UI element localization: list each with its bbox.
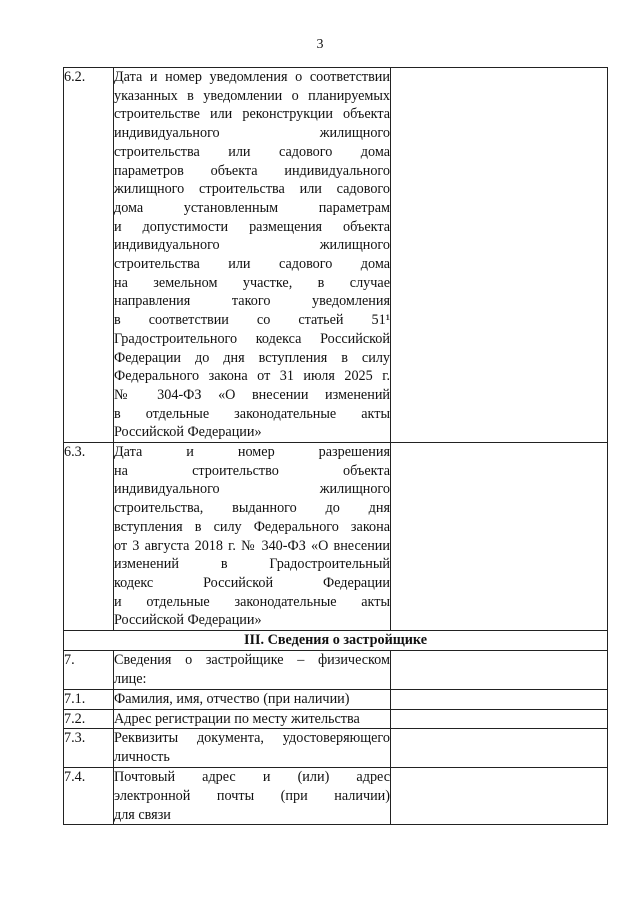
label-line: вступления в силу Федерального закона	[114, 518, 390, 535]
label-line: Дата и номер разрешения	[114, 444, 390, 461]
item-number: 7.	[64, 650, 114, 689]
item-value-cell[interactable]	[391, 689, 608, 709]
label-line: личность	[114, 748, 170, 765]
label-line: указанных в уведомлении о планируемых	[114, 87, 390, 104]
item-label	[114, 443, 391, 631]
item-value-cell[interactable]	[391, 443, 608, 631]
label-line: Реквизиты документа, удостоверяющего	[114, 730, 390, 747]
item-value-cell[interactable]	[391, 729, 608, 768]
label-line: Градостроительного кодекса Российской	[114, 330, 390, 347]
label-line: электронной почты (при наличии)	[114, 787, 390, 804]
label-line: Российской Федерации»	[114, 612, 262, 629]
label-line: Федерации до дня вступления в силу	[114, 349, 390, 366]
label-line: Российской Федерации»	[114, 424, 262, 441]
label-line: индивидуального жилищного	[114, 481, 390, 498]
item-label	[114, 709, 391, 729]
table-row	[64, 689, 608, 709]
item-value-cell[interactable]	[391, 68, 608, 443]
section-title: III. Сведения о застройщике	[64, 631, 608, 651]
item-number: 6.2.	[64, 68, 114, 443]
label-line: лице:	[114, 670, 147, 687]
item-number: 6.3.	[64, 443, 114, 631]
table-row	[64, 68, 608, 443]
label-line: дома установленным параметрам	[114, 199, 390, 216]
label-line: изменений в Градостроительный	[114, 556, 390, 573]
label-line: индивидуального жилищного	[114, 125, 390, 142]
label-line: Адрес регистрации по месту жительства	[114, 710, 360, 727]
item-value-cell[interactable]	[391, 709, 608, 729]
label-line: строительства или садового дома	[114, 143, 390, 160]
label-line: Почтовый адрес и (или) адрес	[114, 769, 390, 786]
table-row	[64, 650, 608, 689]
item-label	[114, 650, 391, 689]
label-line: и отдельные законодательные акты	[114, 593, 390, 610]
item-label	[114, 689, 391, 709]
label-line: на земельном участке, в случае	[114, 274, 390, 291]
label-line: в соответствии со статьей 51¹	[114, 312, 390, 329]
label-line: Федерального закона от 31 июля 2025 г.	[114, 368, 390, 385]
item-value-cell[interactable]	[391, 768, 608, 825]
item-label	[114, 729, 391, 768]
form-table	[63, 67, 608, 825]
label-line: и допустимости размещения объекта	[114, 218, 390, 235]
label-line: Фамилия, имя, отчество (при наличии)	[114, 690, 350, 707]
label-line: строительства или садового дома	[114, 256, 390, 273]
table-row	[64, 709, 608, 729]
label-line: индивидуального жилищного	[114, 237, 390, 254]
table-row	[64, 768, 608, 825]
label-line: для связи	[114, 806, 171, 823]
item-label	[114, 68, 391, 443]
label-line: жилищного строительства или садового	[114, 181, 390, 198]
section-row	[64, 631, 608, 651]
item-number: 7.3.	[64, 729, 114, 768]
table-row	[64, 443, 608, 631]
item-number: 7.2.	[64, 709, 114, 729]
label-line: Сведения о застройщике – физическом	[114, 651, 390, 668]
item-label	[114, 768, 391, 825]
label-line: в отдельные законодательные акты	[114, 405, 390, 422]
item-value-cell[interactable]	[391, 650, 608, 689]
label-line: строительства, выданного до дня	[114, 500, 390, 517]
label-line: на строительство объекта	[114, 462, 390, 479]
label-line: строительстве или реконструкции объекта	[114, 106, 390, 123]
label-line: параметров объекта индивидуального	[114, 162, 390, 179]
item-number: 7.4.	[64, 768, 114, 825]
page-number: 3	[316, 37, 324, 52]
label-line: № 304-ФЗ «О внесении изменений	[114, 386, 390, 403]
item-number: 7.1.	[64, 689, 114, 709]
label-line: Дата и номер уведомления о соответствии	[114, 69, 390, 85]
label-line: кодекс Российской Федерации	[114, 574, 390, 591]
label-line: направления такого уведомления	[114, 293, 390, 310]
label-line: от 3 августа 2018 г. № 340-ФЗ «О внесении	[114, 537, 390, 554]
table-row	[64, 729, 608, 768]
